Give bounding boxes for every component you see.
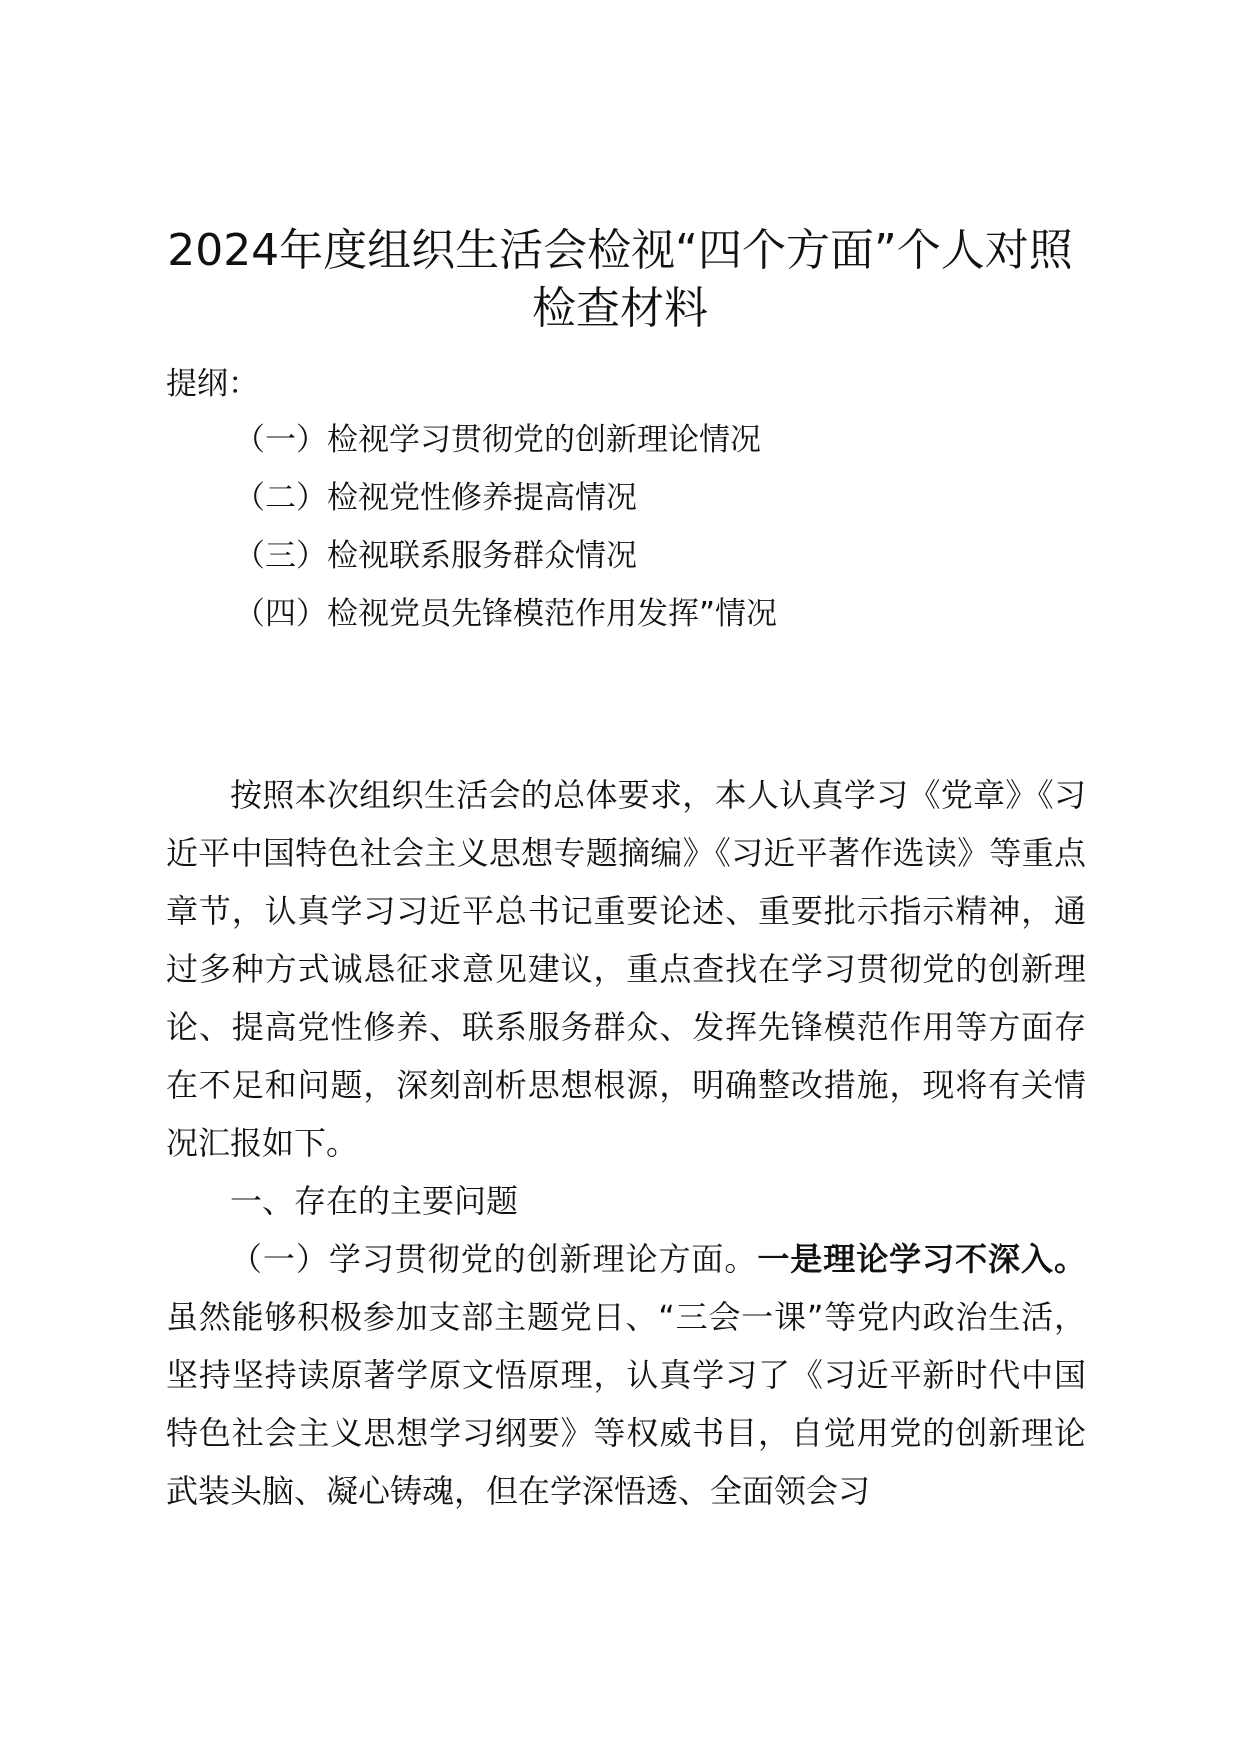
outline-item-4: （四）检视党员先锋模范作用发挥”情况: [234, 596, 778, 632]
outline-item-1: （一）检视学习贯彻党的创新理论情况: [234, 422, 761, 458]
subsection-emphasis: 一是理论学习不深入。: [757, 1240, 1086, 1278]
outline-list: [234, 420, 777, 652]
section-heading: 一、存在的主要问题: [230, 1182, 519, 1220]
subsection-label: （一）学习贯彻党的创新理论方面。: [230, 1240, 758, 1278]
document-title: 2024年度组织生活会检视“四个方面”个人对照检查材料: [167, 225, 1073, 334]
subsection-paragraph: [166, 1230, 1086, 1520]
document-body: [166, 766, 1086, 1520]
intro-paragraph: 按照本次组织生活会的总体要求，本人认真学习《党章》《习近平中国特色社会主义思想专题摘编》《习近平著作选读》等重点章节，认真学习习近平总书记重要论述、重要批示指示精神，通过多种方式诚恳征求意见建议，重点查找在学习贯彻党的创新理论、提高党性修养、联系服务群众、发挥先锋模范作用等方面存在不足和问题，深刻剖析思想根源，明确整改措施，现将有关情况汇报如下。: [166, 776, 1086, 1162]
outline-item-2: （二）检视党性修养提高情况: [234, 480, 637, 516]
outline-item-3: （三）检视联系服务群众情况: [234, 538, 637, 574]
subsection-text: 虽然能够积极参加支部主题党日、“三会一课”等党内政治生活，坚持坚持读原著学原文悟原理，认真学习了《习近平新时代中国特色社会主义思想学习纲要》等权威书目，自觉用党的创新理论武装头脑、凝心铸魂，但在学深悟透、全面领会习: [166, 1298, 1086, 1510]
outline-label: 提纲：: [166, 366, 259, 402]
